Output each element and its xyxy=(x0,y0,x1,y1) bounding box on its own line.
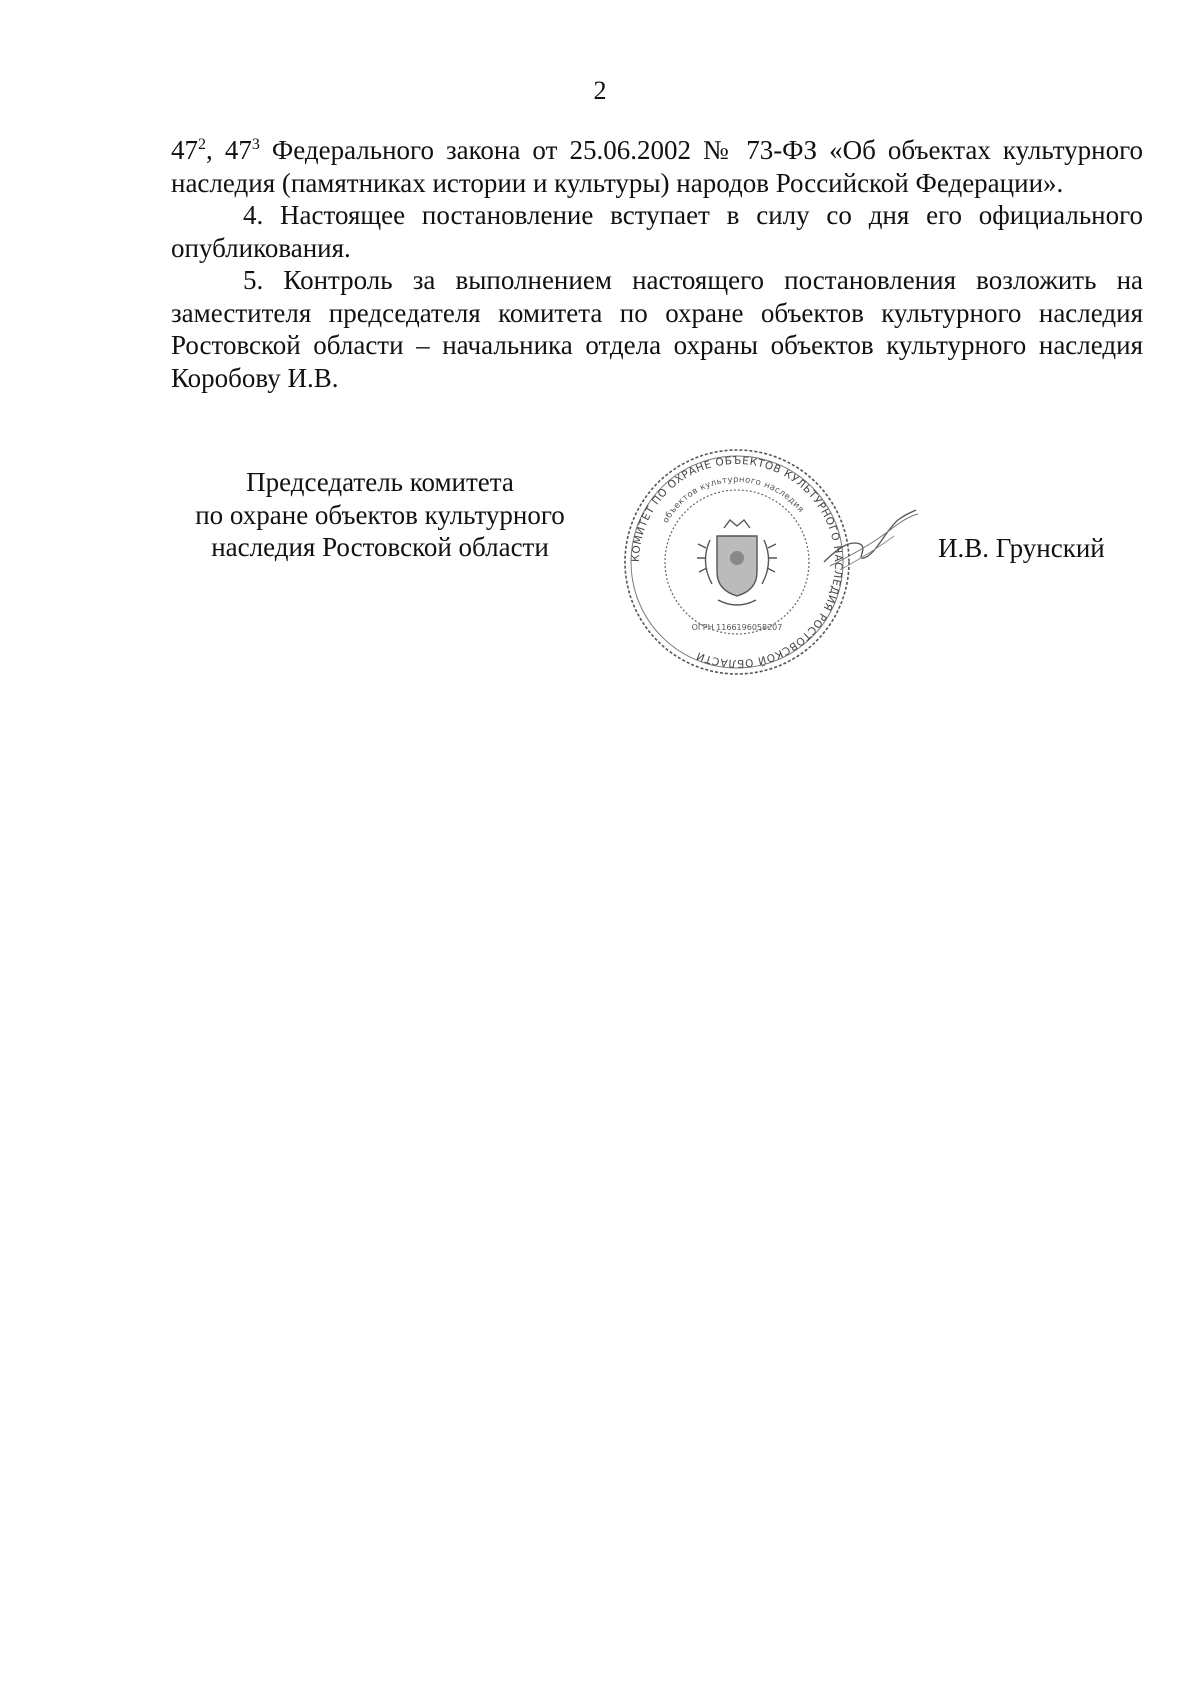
body-text xyxy=(171,134,1143,394)
seal-registration-number: ОГРН 1166196058207 xyxy=(691,623,783,632)
article-superscript: 2 xyxy=(198,136,206,153)
handwritten-signature xyxy=(820,500,920,580)
signatory-title xyxy=(160,466,600,564)
page-number: 2 xyxy=(593,76,607,105)
signatory-name: И.В. Грунский xyxy=(938,533,1105,563)
paragraph-law-reference xyxy=(171,134,1143,199)
paragraph-4: 4. Настоящее постановление вступает в силу со дня его официального опубликования. xyxy=(171,200,1143,263)
seal-inner-text: объектов культурного наследия xyxy=(660,474,806,526)
seal-outer-text: КОМИТЕТ ПО ОХРАНЕ ОБЪЕКТОВ КУЛЬТУРНОГО НАСЛЕДИЯ РОСТОВСКОЙ ОБЛАСТИ xyxy=(629,454,845,670)
article-number: , 47 xyxy=(206,135,252,165)
article-superscript: 3 xyxy=(251,136,260,153)
paragraph-5: 5. Контроль за выполнением настоящего постановления возложить на заместителя председателя комитета по охране объектов культурного наследия Ростовской области – начальника отдела охраны объектов культурного наследия Коробову И.В. xyxy=(171,265,1143,393)
signatory-title-line: наследия Ростовской области xyxy=(211,532,549,562)
signatory-title-line: Председатель комитета xyxy=(246,467,514,497)
official-seal xyxy=(622,444,852,680)
signatory-title-line: по охране объектов культурного xyxy=(195,499,565,530)
law-reference-text: Федерального закона от 25.06.2002 № 73-ФЗ «Об объектах культурного наследия (памятниках истории и культуры) народов Российской Федерации». xyxy=(171,135,1143,198)
coat-of-arms-icon xyxy=(697,520,777,605)
article-number: 47 xyxy=(171,135,198,165)
